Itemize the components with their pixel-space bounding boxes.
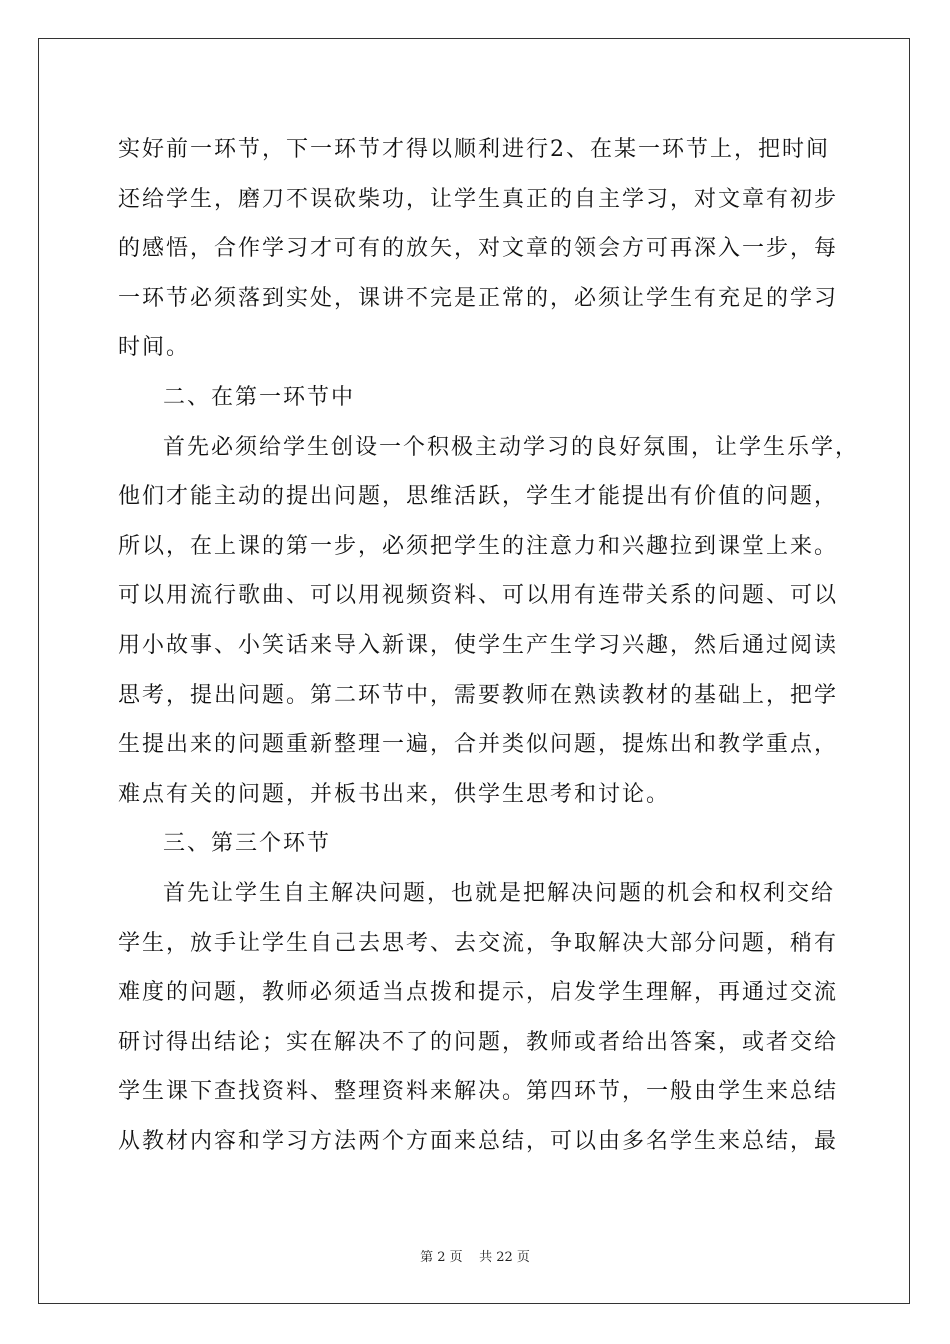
paragraph-line: 所以，在上课的第一步，必须把学生的注意力和兴趣拉到课堂上来。 xyxy=(118,533,839,559)
paragraph-line: 生提出来的问题重新整理一遍，合并类似问题，提炼出和教学重点， xyxy=(118,732,839,758)
paragraph-line: 的感悟，合作学习才可有的放矢，对文章的领会方可再深入一步，每 xyxy=(118,236,839,262)
paragraph-line: 思考，提出问题。第二环节中，需要教师在熟读教材的基础上，把学 xyxy=(118,682,839,708)
paragraph-line: 时间。 xyxy=(118,335,191,361)
paragraph-line: 学生，放手让学生自己去思考、去交流，争取解决大部分问题，稍有 xyxy=(118,930,839,956)
paragraph-line: 用小故事、小笑话来导入新课，使学生产生学习兴趣，然后通过阅读 xyxy=(118,633,839,658)
paragraph-line: 从教材内容和学习方法两个方面来总结，可以由多名学生来总结，最 xyxy=(118,1129,839,1154)
paragraph-line: 研讨得出结论；实在解决不了的问题，教师或者给出答案，或者交给 xyxy=(118,1029,839,1055)
paragraph-line-indented: 三、第三个环节 xyxy=(163,831,332,857)
paragraph-line: 他们才能主动的提出问题，思维活跃，学生才能提出有价值的问题， xyxy=(118,484,839,510)
paragraph-line: 难点有关的问题，并板书出来，供学生思考和讨论。 xyxy=(118,781,671,807)
page-border xyxy=(38,38,910,1304)
paragraph-line: 可以用流行歌曲、可以用视频资料、可以用有连带关系的问题、可以 xyxy=(118,583,839,609)
paragraph-line: 学生课下查找资料、整理资料来解决。第四环节，一般由学生来总结 xyxy=(118,1079,839,1105)
paragraph-line-indented: 首先让学生自主解决问题，也就是把解决问题的机会和权利交给 xyxy=(163,881,836,906)
paragraph-line: 难度的问题，教师必须适当点拨和提示，启发学生理解，再通过交流 xyxy=(118,980,839,1006)
paragraph-line: 还给学生，磨刀不误砍柴功，让学生真正的自主学习，对文章有初步 xyxy=(118,186,839,212)
paragraph-line-indented: 二、在第一环节中 xyxy=(163,385,356,410)
paragraph-line: 一环节必须落到实处，课讲不完是正常的，必须让学生有充足的学习 xyxy=(118,285,839,311)
paragraph-line: 实好前一环节，下一环节才得以顺利进行2、在某一环节上，把时间 xyxy=(118,137,830,162)
page-number-footer: 第 2 页 共 22 页 xyxy=(420,1250,530,1265)
paragraph-line-indented: 首先必须给学生创设一个积极主动学习的良好氛围，让学生乐学， xyxy=(163,434,860,460)
